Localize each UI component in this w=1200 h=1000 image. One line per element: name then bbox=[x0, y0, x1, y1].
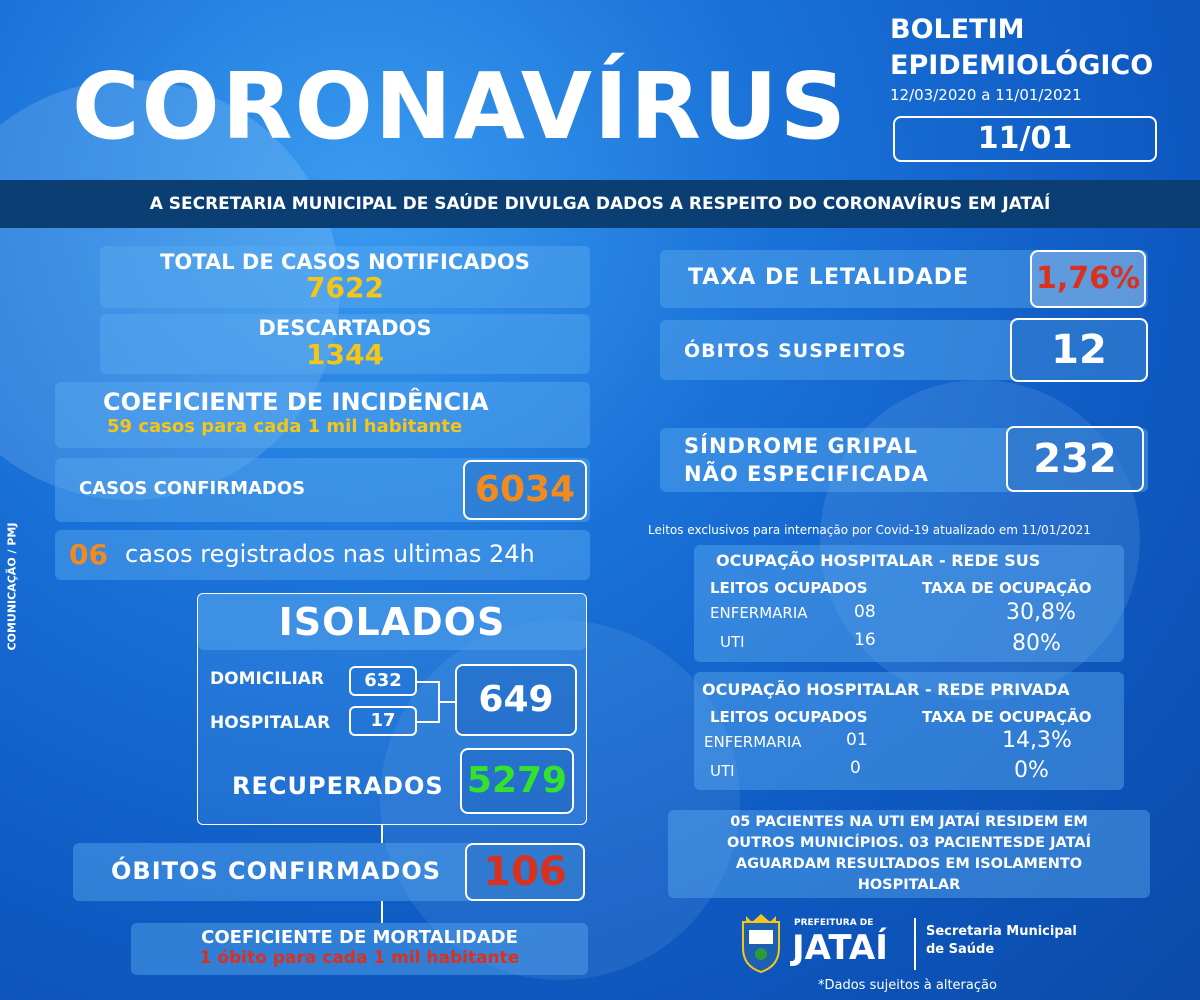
confirmados-value: 6034 bbox=[463, 460, 587, 520]
connector-line bbox=[381, 825, 383, 843]
sus-table bbox=[694, 545, 1124, 662]
sindrome-line2: NÃO ESPECIFICADA bbox=[684, 462, 929, 486]
last24-number: 06 bbox=[69, 538, 108, 571]
confirmados-panel bbox=[55, 458, 590, 522]
letalidade-label: TAXA DE LETALIDADE bbox=[688, 265, 970, 290]
hospitalar-label: HOSPITALAR bbox=[210, 713, 331, 733]
banner: A SECRETARIA MUNICIPAL DE SAÚDE DIVULGA DADOS A RESPEITO DO CORONAVÍRUS EM JATAÍ bbox=[0, 180, 1200, 228]
sus-row-rate: 80% bbox=[1012, 631, 1061, 656]
descartados-panel bbox=[100, 314, 590, 374]
mortalidade-panel bbox=[131, 923, 588, 975]
connector-line bbox=[417, 721, 439, 723]
sus-row-value: 08 bbox=[854, 602, 876, 622]
boletim-title-line2: EPIDEMIOLÓGICO bbox=[890, 50, 1154, 81]
sus-title: OCUPAÇÃO HOSPITALAR - REDE SUS bbox=[716, 551, 1041, 570]
uti-note-line: 05 PACIENTES NA UTI EM JATAÍ RESIDEM EM bbox=[730, 814, 1088, 830]
obitos-value: 106 bbox=[465, 843, 585, 901]
suspeitos-value: 12 bbox=[1010, 318, 1148, 382]
boletim-title-line1: BOLETIM bbox=[890, 14, 1025, 45]
isolados-title-band bbox=[198, 594, 586, 650]
recuperados-label: RECUPERADOS bbox=[232, 772, 444, 800]
side-credit: COMUNICAÇÃO / PMJ bbox=[5, 522, 19, 651]
sus-row-rate: 30,8% bbox=[1006, 600, 1076, 625]
confirmados-label: CASOS CONFIRMADOS bbox=[79, 478, 306, 499]
sindrome-panel bbox=[660, 428, 1148, 492]
domiciliar-value: 632 bbox=[349, 666, 417, 696]
coat-of-arms-icon bbox=[738, 914, 784, 974]
recuperados-value: 5279 bbox=[460, 748, 574, 814]
privada-row-rate: 0% bbox=[1014, 758, 1049, 783]
incidencia-text: 59 casos para cada 1 mil habitante bbox=[107, 416, 463, 437]
sindrome-line1: SÍNDROME GRIPAL bbox=[684, 434, 918, 458]
prefeitura-logo bbox=[738, 912, 1088, 976]
uti-note-line: OUTROS MUNICÍPIOS. 03 PACIENTESDE JATAÍ bbox=[726, 835, 1091, 851]
isolados-title: ISOLADOS bbox=[278, 600, 506, 644]
boletim-period: 12/03/2020 a 11/01/2021 bbox=[890, 86, 1082, 104]
notificados-value: 7622 bbox=[306, 271, 384, 304]
mortalidade-label: COEFICIENTE DE MORTALIDADE bbox=[201, 927, 518, 948]
mortalidade-text: 1 óbito para cada 1 mil habitante bbox=[199, 948, 520, 968]
disclaimer: *Dados sujeitos à alteração bbox=[818, 978, 997, 993]
connector-line bbox=[381, 901, 383, 923]
suspeitos-panel bbox=[660, 320, 1148, 380]
domiciliar-label: DOMICILIAR bbox=[210, 669, 325, 689]
connector-line bbox=[438, 701, 456, 703]
privada-row-value: 0 bbox=[850, 758, 861, 778]
descartados-label: DESCARTADOS bbox=[258, 316, 432, 340]
incidencia-label: COEFICIENTE DE INCIDÊNCIA bbox=[103, 388, 489, 416]
uti-note bbox=[668, 810, 1150, 898]
page-title: CORONAVÍRUS bbox=[72, 53, 848, 160]
uti-note-line: HOSPITALAR bbox=[857, 877, 961, 893]
prefeitura-small: PREFEITURA DE bbox=[794, 918, 874, 928]
secretaria-line1: Secretaria Municipal bbox=[926, 924, 1077, 939]
notificados-label: TOTAL DE CASOS NOTIFICADOS bbox=[160, 250, 530, 274]
prefeitura-big: JATAÍ bbox=[792, 928, 888, 968]
privada-row-label: ENFERMARIA bbox=[704, 733, 802, 751]
suspeitos-label: ÓBITOS SUSPEITOS bbox=[684, 340, 907, 362]
privada-row-rate: 14,3% bbox=[1002, 728, 1072, 753]
sus-row-label: ENFERMARIA bbox=[710, 604, 808, 622]
uti-note-line: AGUARDAM RESULTADOS EM ISOLAMENTO bbox=[735, 856, 1083, 872]
hospitalar-value: 17 bbox=[349, 706, 417, 736]
privada-col-taxa: TAXA DE OCUPAÇÃO bbox=[922, 708, 1092, 726]
last24-panel bbox=[55, 530, 590, 580]
secretaria-line2: de Saúde bbox=[926, 942, 995, 957]
privada-col-leitos: LEITOS OCUPADOS bbox=[710, 708, 868, 726]
boletim-date: 11/01 bbox=[893, 116, 1157, 162]
sus-row-value: 16 bbox=[854, 630, 876, 650]
sindrome-value: 232 bbox=[1006, 426, 1144, 492]
privada-table bbox=[694, 672, 1124, 790]
incidencia-panel bbox=[55, 382, 590, 448]
isolados-total: 649 bbox=[455, 664, 577, 736]
last24-text: casos registrados nas ultimas 24h bbox=[125, 540, 535, 568]
privada-row-value: 01 bbox=[846, 730, 868, 750]
leitos-note: Leitos exclusivos para internação por Covid-19 atualizado em 11/01/2021 bbox=[648, 523, 1091, 537]
sus-row-label: UTI bbox=[720, 633, 745, 651]
notificados-panel bbox=[100, 246, 590, 308]
letalidade-value: 1,76% bbox=[1030, 250, 1146, 308]
privada-row-label: UTI bbox=[710, 762, 735, 780]
sus-col-taxa: TAXA DE OCUPAÇÃO bbox=[922, 579, 1092, 597]
connector-line bbox=[417, 681, 439, 683]
obitos-label: ÓBITOS CONFIRMADOS bbox=[111, 857, 442, 885]
descartados-value: 1344 bbox=[306, 338, 384, 371]
obitos-panel bbox=[73, 843, 585, 901]
logo-divider bbox=[914, 918, 916, 970]
privada-title: OCUPAÇÃO HOSPITALAR - REDE PRIVADA bbox=[702, 680, 1070, 699]
sus-col-leitos: LEITOS OCUPADOS bbox=[710, 579, 868, 597]
letalidade-panel bbox=[660, 250, 1148, 308]
